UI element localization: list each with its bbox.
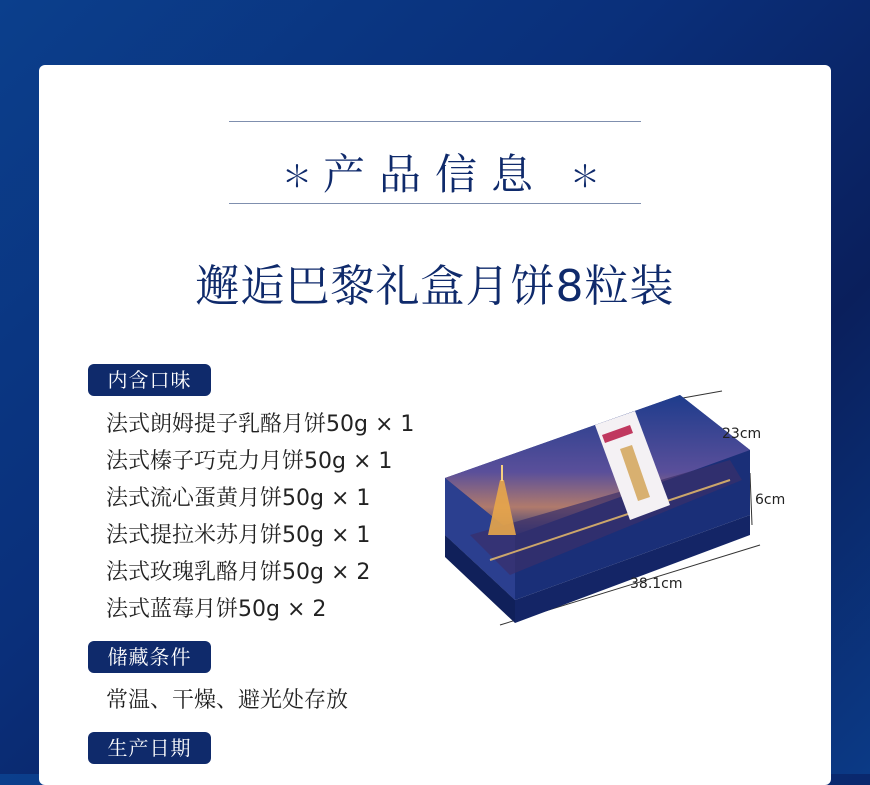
title-bottom-rule: [229, 203, 641, 204]
box-width-label: 23cm: [722, 426, 762, 442]
flavor-item: 法式朗姆提子乳酪月饼50g × 1: [106, 412, 415, 437]
flavor-item: 法式榛子巧克力月饼50g × 1: [106, 449, 393, 474]
star-left-icon: ＊: [282, 160, 312, 195]
box-length-label: 38.1cm: [630, 576, 683, 592]
production-date-tag: 生产日期: [88, 732, 211, 764]
flavors-tag: 内含口味: [88, 364, 211, 396]
flavor-item: 法式流心蛋黄月饼50g × 1: [106, 486, 371, 511]
storage-tag: 储藏条件: [88, 641, 211, 673]
product-name: 邂逅巴黎礼盒月饼8粒装: [195, 261, 675, 312]
star-right-icon: ＊: [570, 160, 600, 195]
flavor-item: 法式蓝莓月饼50g × 2: [106, 597, 327, 622]
flavor-item: 法式玫瑰乳酪月饼50g × 2: [106, 560, 371, 585]
gift-box-image: [430, 385, 810, 635]
flavor-item: 法式提拉米苏月饼50g × 1: [106, 523, 371, 548]
box-height-label: 6cm: [755, 492, 786, 508]
storage-value: 常温、干燥、避光处存放: [106, 688, 349, 713]
title-top-rule: [229, 121, 641, 122]
section-title: 产品信息: [322, 150, 547, 199]
